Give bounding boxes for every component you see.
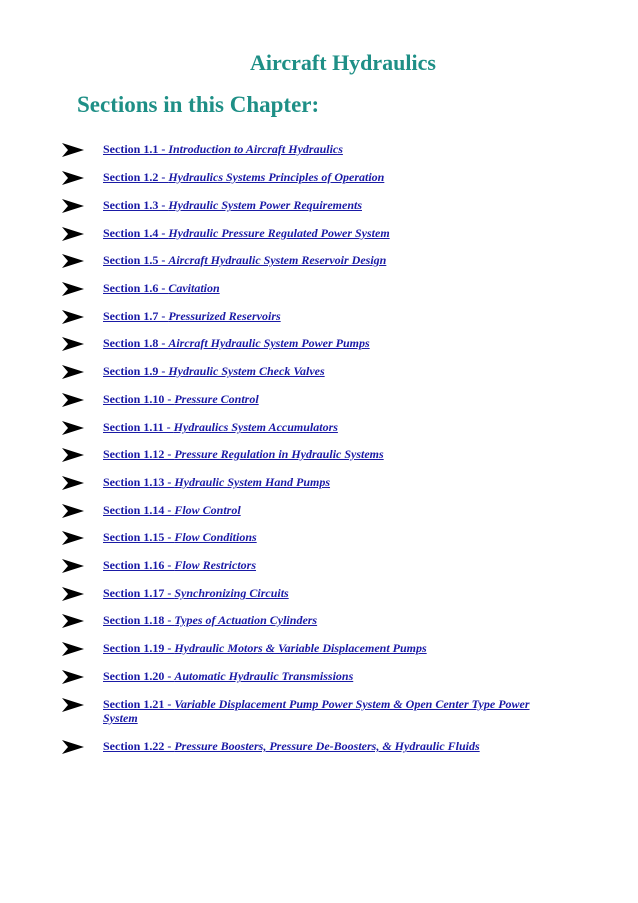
section-link[interactable]	[103, 226, 533, 240]
section-title: Pressurized Reservoirs	[168, 309, 281, 323]
arrowhead-bullet-icon	[62, 642, 84, 656]
arrowhead-bullet-icon	[62, 310, 84, 324]
section-number: Section 1.17 -	[103, 586, 175, 600]
section-link[interactable]	[103, 198, 533, 212]
section-title: Aircraft Hydraulic System Power Pumps	[168, 336, 370, 350]
section-number: Section 1.7 -	[103, 309, 169, 323]
arrowhead-bullet-icon	[62, 337, 84, 351]
section-number: Section 1.5 -	[103, 253, 169, 267]
arrowhead-bullet-icon	[62, 504, 84, 518]
section-title: Pressure Regulation in Hydraulic Systems	[174, 447, 384, 461]
section-title: Automatic Hydraulic Transmissions	[174, 669, 354, 683]
section-number: Section 1.14 -	[103, 503, 175, 517]
section-number: Section 1.21 -	[103, 697, 175, 711]
section-number: Section 1.16 -	[103, 558, 175, 572]
section-link[interactable]	[103, 530, 533, 544]
section-link[interactable]	[103, 392, 533, 406]
section-link[interactable]	[103, 309, 533, 323]
arrowhead-bullet-icon	[62, 421, 84, 435]
section-number: Section 1.15 -	[103, 530, 175, 544]
section-number: Section 1.11 -	[103, 420, 174, 434]
section-number: Section 1.12 -	[103, 447, 175, 461]
section-link[interactable]	[103, 253, 533, 267]
section-link[interactable]	[103, 475, 533, 489]
section-title: Pressure Boosters, Pressure De-Boosters, & Hydraulic Fluids	[174, 739, 480, 753]
section-number: Section 1.20 -	[103, 669, 175, 683]
section-number: Section 1.2 -	[103, 170, 169, 184]
section-title: Introduction to Aircraft Hydraulics	[168, 142, 343, 156]
sections-heading: Sections in this Chapter:	[77, 92, 320, 117]
section-number: Section 1.9 -	[103, 364, 169, 378]
arrowhead-bullet-icon	[62, 614, 84, 628]
arrowhead-bullet-icon	[62, 143, 84, 157]
arrowhead-bullet-icon	[62, 587, 84, 601]
section-number: Section 1.8 -	[103, 336, 169, 350]
section-title: Flow Control	[174, 503, 241, 517]
arrowhead-bullet-icon	[62, 476, 84, 490]
section-link[interactable]	[103, 503, 533, 517]
section-title: Synchronizing Circuits	[174, 586, 289, 600]
section-title: Cavitation	[168, 281, 220, 295]
page-title: Aircraft Hydraulics	[250, 50, 436, 75]
section-link[interactable]	[103, 613, 533, 627]
section-link[interactable]	[103, 364, 533, 378]
section-title: Types of Actuation Cylinders	[174, 613, 318, 627]
section-title: Pressure Control	[174, 392, 259, 406]
section-number: Section 1.22 -	[103, 739, 175, 753]
section-number: Section 1.19 -	[103, 641, 175, 655]
section-link[interactable]	[103, 281, 533, 295]
arrowhead-bullet-icon	[62, 254, 84, 268]
section-link[interactable]	[103, 739, 533, 753]
section-number: Section 1.13 -	[103, 475, 175, 489]
section-number: Section 1.10 -	[103, 392, 175, 406]
section-number: Section 1.3 -	[103, 198, 169, 212]
arrowhead-bullet-icon	[62, 531, 84, 545]
arrowhead-bullet-icon	[62, 282, 84, 296]
section-title: Hydraulic Pressure Regulated Power System	[168, 226, 390, 240]
section-link[interactable]	[103, 336, 533, 350]
section-title: Hydraulic System Check Valves	[168, 364, 325, 378]
arrowhead-bullet-icon	[62, 670, 84, 684]
section-link[interactable]	[103, 558, 533, 572]
section-link[interactable]	[103, 142, 533, 156]
section-number: Section 1.1 -	[103, 142, 169, 156]
arrowhead-bullet-icon	[62, 227, 84, 241]
arrowhead-bullet-icon	[62, 698, 84, 712]
arrowhead-bullet-icon	[62, 448, 84, 462]
section-link[interactable]	[103, 420, 533, 434]
section-title: Hydraulic System Power Requirements	[168, 198, 362, 212]
section-title: Hydraulic Motors & Variable Displacement Pumps	[174, 641, 427, 655]
arrowhead-bullet-icon	[62, 740, 84, 754]
section-link[interactable]	[103, 447, 533, 461]
arrowhead-bullet-icon	[62, 199, 84, 213]
section-link[interactable]	[103, 170, 533, 184]
section-title: Aircraft Hydraulic System Reservoir Design	[168, 253, 387, 267]
arrowhead-bullet-icon	[62, 559, 84, 573]
section-link[interactable]	[103, 641, 533, 655]
arrowhead-bullet-icon	[62, 365, 84, 379]
section-title: Variable Displacement Pump Power System & Open Center Type Power System	[103, 697, 530, 725]
arrowhead-bullet-icon	[62, 171, 84, 185]
section-title: Hydraulics Systems Principles of Operation	[168, 170, 385, 184]
section-link[interactable]	[103, 669, 533, 683]
section-link[interactable]	[103, 697, 533, 725]
section-link[interactable]	[103, 586, 533, 600]
arrowhead-bullet-icon	[62, 393, 84, 407]
section-number: Section 1.18 -	[103, 613, 175, 627]
section-number: Section 1.6 -	[103, 281, 169, 295]
section-title: Flow Conditions	[174, 530, 257, 544]
section-title: Hydraulics System Accumulators	[173, 420, 338, 434]
section-title: Flow Restrictors	[174, 558, 257, 572]
section-title: Hydraulic System Hand Pumps	[174, 475, 331, 489]
section-number: Section 1.4 -	[103, 226, 169, 240]
